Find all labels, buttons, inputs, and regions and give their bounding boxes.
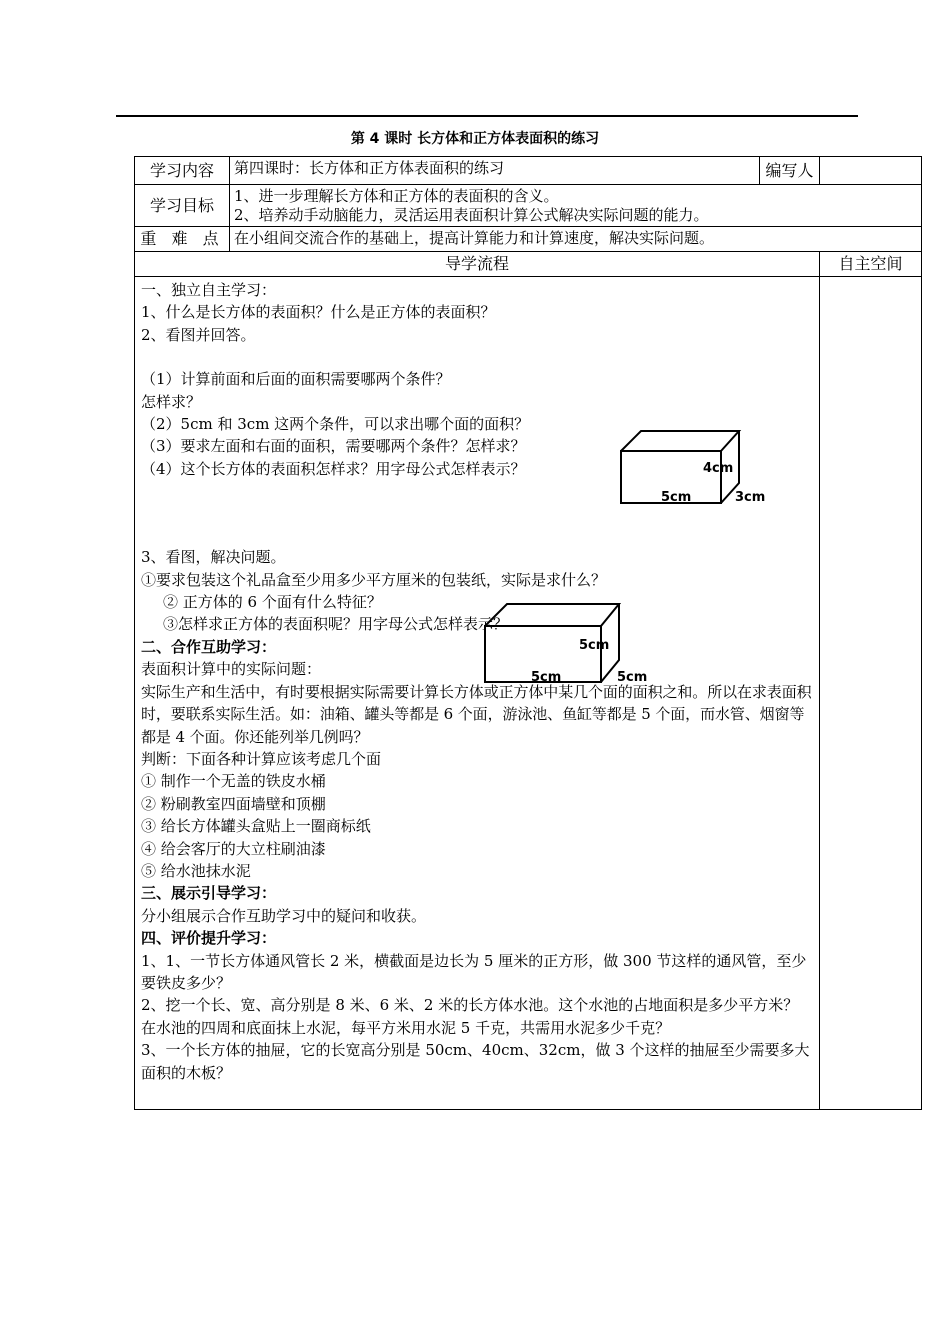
q2-1: （1）计算前面和后面的面积需要哪两个条件？ — [141, 370, 451, 389]
cube-top-face — [485, 604, 619, 626]
author-label: 编写人 — [760, 157, 820, 185]
goal-cell — [230, 185, 922, 227]
space-header: 自主空间 — [820, 252, 922, 277]
q3-3: ③怎样求正方体的表面积呢？用字母公式怎样表示？ — [163, 615, 509, 634]
cube-length-label: 5cm — [531, 670, 562, 685]
judge-item-4: ④ 给会客厅的大立柱刷油漆 — [141, 839, 326, 858]
key-label: 重 难 点 — [135, 227, 230, 252]
cuboid-height-label: 4cm — [703, 461, 734, 476]
problem-1: 1、1、一节长方体通风管长 2 米，横截面是边长为 5 厘米的正方形，做 300 节这样的通风管，至少要铁皮多少？ — [141, 951, 807, 992]
goal-label: 学习目标 — [135, 185, 230, 227]
content-label: 学习内容 — [135, 157, 230, 185]
goal-1: 1、进一步理解长方体和正方体的表面积的含义。 — [234, 187, 559, 205]
page-title: 第 4 课时 长方体和正方体表面积的练习 — [350, 131, 600, 147]
q3: 3、看图，解决问题。 — [141, 548, 286, 567]
goal-2: 2、培养动手动脑能力，灵活运用表面积计算公式解决实际问题的能力。 — [234, 206, 709, 224]
section2-title: 二、合作互助学习： — [141, 637, 277, 656]
section2-judge: 判断：下面各种计算应该考虑几个面 — [141, 749, 382, 768]
q2-4: （4）这个长方体的表面积怎样求？用字母公式怎样表示？ — [141, 459, 526, 478]
cuboid-top-face — [621, 431, 739, 451]
q3-2: ② 正方体的 6 个面有什么特征？ — [163, 593, 382, 612]
q2-3: （3）要求左面和右面的面积，需要哪两个条件？怎样求？ — [141, 437, 526, 456]
section3-title: 三、展示引导学习： — [141, 884, 277, 903]
section4-title: 四、评价提升学习： — [141, 929, 277, 948]
cuboid-width-label: 3cm — [735, 490, 766, 505]
cube-figure — [483, 602, 663, 688]
section1-title: 一、独立自主学习： — [141, 281, 277, 299]
q2-1b: 怎样求？ — [141, 392, 202, 411]
problem-2: 2、挖一个长、宽、高分别是 8 米、6 米、2 米的长方体水池。这个水池的占地面积是多少平方米？在水池的四周和底面抹上水泥，每平方米用水泥 5 千克，共需用水泥多少千克？ — [141, 996, 799, 1037]
q1: 1、什么是长方体的表面积？什么是正方体的表面积？ — [141, 303, 496, 322]
content-value: 第四课时：长方体和正方体表面积的练习 — [230, 157, 760, 185]
cube-height-label: 5cm — [579, 638, 610, 653]
cuboid-length-label: 5cm — [661, 490, 692, 505]
judge-item-3: ③ 给长方体罐头盒贴上一圈商标纸 — [141, 817, 371, 836]
study-table — [134, 156, 922, 1110]
section3-text: 分小组展示合作互助学习中的疑问和收获。 — [141, 906, 427, 925]
q2: 2、看图并回答。 — [141, 325, 256, 344]
cuboid-figure — [619, 429, 799, 511]
author-value — [820, 157, 922, 185]
flow-header: 导学流程 — [135, 252, 820, 277]
space-column — [820, 277, 922, 1110]
q3-1: ①要求包装这个礼品盒至少用多少平方厘米的包装纸，实际是求什么？ — [141, 570, 607, 589]
top-rule — [116, 115, 858, 117]
judge-item-5: ⑤ 给水池抹水泥 — [141, 861, 251, 880]
spacer — [141, 346, 813, 368]
problem-3: 3、一个长方体的抽屉，它的长宽高分别是 50cm、40cm、32cm，做 3 个这样的抽屉至少需要多大面积的木板？ — [141, 1041, 810, 1082]
flow-content — [135, 277, 820, 1110]
judge-item-1: ① 制作一个无盖的铁皮水桶 — [141, 772, 326, 791]
cube-width-label: 5cm — [617, 670, 648, 685]
section2-intro: 表面积计算中的实际问题： — [141, 660, 322, 679]
section2-para: 实际生产和生活中，有时要根据实际需要计算长方体或正方体中某几个面的面积之和。所以在求表面积时，要联系实际生活。如：油箱、罐头等都是 6 个面，游泳池、鱼缸等都是 5 个面，而水管、烟窗等都是 4 个面。你还能列举几例吗？ — [141, 682, 812, 746]
judge-item-2: ② 粉刷教室四面墙壁和顶棚 — [141, 794, 326, 813]
key-value: 在小组间交流合作的基础上，提高计算能力和计算速度，解决实际问题。 — [230, 227, 922, 252]
q2-2: （2）5cm 和 3cm 这两个条件，可以求出哪个面的面积？ — [141, 415, 530, 434]
